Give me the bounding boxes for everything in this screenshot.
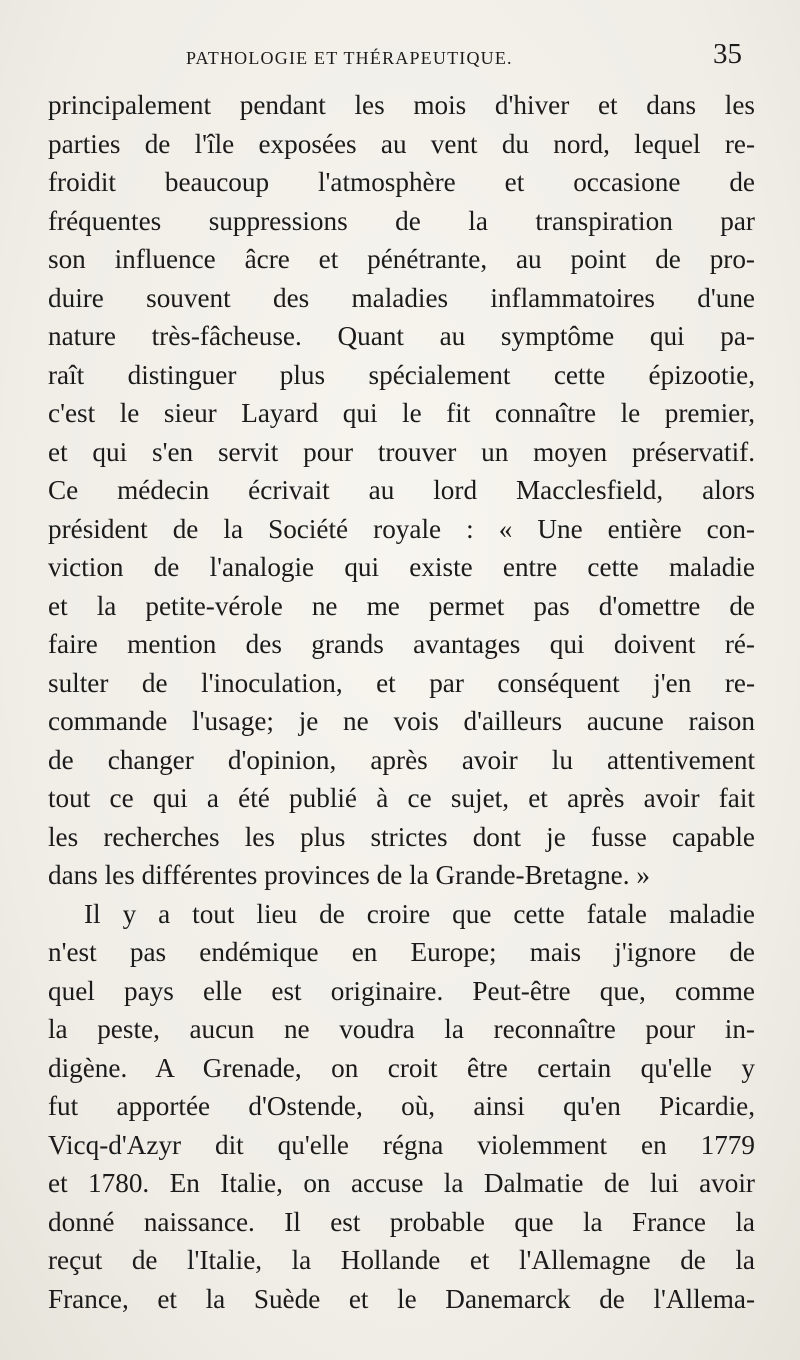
running-title: PATHOLOGIE ET THÉRAPEUTIQUE.: [186, 48, 513, 68]
body-text: [48, 86, 755, 1318]
text-line: duire souvent des maladies inflammatoires d'une: [48, 282, 755, 313]
text-line: et qui s'en servit pour trouver un moyen préservatif.: [48, 436, 755, 467]
text-line: froidit beaucoup l'atmosphère et occasione de: [48, 167, 755, 197]
text-line: viction de l'analogie qui existe entre cette maladie: [48, 552, 755, 582]
text-line: reçut de l'Italie, la Hollande et l'Allemagne de la: [48, 1245, 755, 1275]
text-line: raît distinguer plus spécialement cette épizootie,: [48, 359, 755, 390]
text-line: son influence âcre et pénétrante, au point de pro-: [48, 244, 755, 274]
text-line: quel pays elle est originaire. Peut-être que, comme: [48, 975, 755, 1006]
text-line: les recherches les plus strictes dont je fusse capable: [48, 821, 755, 852]
text-line: tout ce qui a été publié à ce sujet, et après avoir fait: [48, 783, 755, 813]
text-line: sulter de l'inoculation, et par conséquent j'en re-: [48, 667, 755, 698]
text-line: parties de l'île exposées au vent du nord, lequel re-: [48, 128, 755, 159]
text-line: commande l'usage; je ne vois d'ailleurs aucune raison: [48, 706, 755, 736]
text-line: et 1780. En Italie, on accuse la Dalmatie de lui avoir: [48, 1168, 755, 1198]
paragraph-start-line: Il y a tout lieu de croire que cette fatale maladie: [84, 898, 755, 929]
text-line: principalement pendant les mois d'hiver et dans les: [48, 90, 755, 120]
text-line: n'est pas endémique en Europe; mais j'ignore de: [48, 937, 755, 967]
text-line: fréquentes suppressions de la transpiration par: [48, 205, 755, 236]
text-line: Ce médecin écrivait au lord Macclesfield, alors: [48, 475, 755, 505]
text-line: Vicq-d'Azyr dit qu'elle régna violemment en 1779: [48, 1129, 755, 1160]
page-number: 35: [713, 38, 742, 70]
running-header: [48, 36, 742, 76]
text-line: digène. A Grenade, on croit être certain qu'elle y: [48, 1052, 755, 1083]
text-line: de changer d'opinion, après avoir lu attentivement: [48, 744, 755, 775]
text-line: la peste, aucun ne voudra la reconnaître pour in-: [48, 1014, 755, 1044]
text-line: France, et la Suède et le Danemarck de l'Allema-: [48, 1283, 755, 1314]
text-line: c'est le sieur Layard qui le fit connaître le premier,: [48, 398, 755, 428]
text-line: président de la Société royale : « Une entière con-: [48, 513, 755, 544]
text-line: nature très-fâcheuse. Quant au symptôme qui pa-: [48, 321, 755, 351]
text-line: fut apportée d'Ostende, où, ainsi qu'en Picardie,: [48, 1091, 755, 1121]
text-line: et la petite-vérole ne me permet pas d'omettre de: [48, 590, 755, 621]
text-line: donné naissance. Il est probable que la France la: [48, 1206, 755, 1237]
paragraph-end-line: dans les différentes provinces de la Grande-Bretagne. »: [48, 860, 650, 890]
text-line: faire mention des grands avantages qui doivent ré-: [48, 629, 755, 659]
